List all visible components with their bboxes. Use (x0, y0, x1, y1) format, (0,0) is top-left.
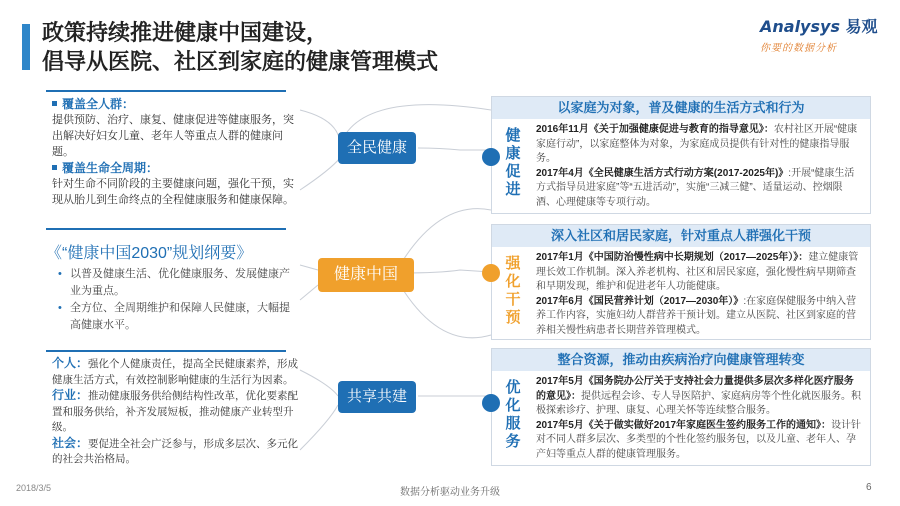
personal-heading: 个人： (52, 356, 89, 370)
plan-item: • 以普及健康生活、优化健康服务、发展健康产业为重点。 (58, 266, 298, 300)
coverage-people-text: 提供预防、治疗、康复、健康促进等健康服务，突出解决好妇女儿童、老年人等重点人群的健康问题。 (52, 114, 294, 158)
panel-body (536, 375, 862, 462)
co-build-block (52, 356, 302, 468)
society-text: 要促进全社会广泛参与，形成多层次、多元化的社会共治格局。 (52, 437, 299, 465)
panel-dot-icon (482, 148, 500, 166)
panel-vertical-label: 健康促进 (505, 127, 521, 198)
connector-line (300, 265, 318, 270)
plan-list (58, 266, 298, 334)
panel-dot-icon (482, 264, 500, 282)
industry-item (52, 388, 302, 436)
personal-item (52, 356, 302, 388)
section-divider (46, 350, 286, 352)
policy-item: 2017年5月《关于做实做好2017年家庭医生签约服务工作的通知》：设计针对不同人群多层次、多类型的个性化签约服务包，以及儿童、老年人、孕产妇等重点人群的健康管理服务。 (536, 419, 862, 460)
pill-co-build: 共享共建 (338, 381, 416, 413)
connector-line (300, 405, 338, 450)
panel-vertical-label: 优化服务 (505, 379, 521, 450)
section-divider (46, 90, 286, 92)
coverage-block (52, 96, 302, 208)
policy-item: 2016年11月《关于加强健康促进与教育的指导意见》：农村社区开展“健康家庭行动”，以家庭整体为对象，为家庭成员提供有针对性的健康指导服务。 (536, 124, 858, 164)
connector-line (400, 285, 491, 338)
coverage-life-text: 针对生命不同阶段的主要健康问题，强化干预，实现从胎儿到生命终点的全程健康服务和健康保障。 (52, 178, 294, 206)
connector-line (418, 148, 491, 150)
policy-item: 2017年6月《国民营养计划（2017—2030年）》:在家庭保健服务中纳入营养工作内容，实施妇幼人群营养干预计划。建立从医院、社区到家庭的营养相关慢性病患者长期营养管理模式。 (536, 295, 857, 336)
connector-line (300, 370, 338, 396)
panel-vertical-label: 强化干预 (505, 255, 521, 326)
logo-slogan: 你要的数据分析 (760, 43, 837, 54)
pill-national-health: 全民健康 (338, 132, 416, 164)
connector-line (300, 285, 318, 300)
connector-line (300, 110, 340, 145)
bullet-square-icon (52, 101, 57, 106)
coverage-people-heading: 覆盖全人群： (52, 96, 302, 112)
logo-brand-en: Analysys (760, 17, 840, 36)
industry-heading: 行业： (52, 388, 89, 402)
panel-body (536, 123, 862, 210)
policy-item: 2017年5月《国务院办公厅关于支持社会力量提供多层次多样化医疗服务的意见》：提供远程会诊、专人导医陪护、家庭病房等个性化就医服务。积极探索诊疗、护理、康复、心理关怀等连续整合服务。 (536, 376, 861, 416)
personal-text: 强化个人健康责任，提高全民健康素养，形成健康生活方式，有效控制影响健康的生活行为因素。 (52, 358, 299, 386)
panel-intervention (491, 224, 871, 340)
connector-line (400, 209, 491, 265)
plan-title: 《“健康中国2030”规划纲要》 (46, 245, 253, 262)
coverage-life-heading: 覆盖生命全周期： (52, 160, 302, 176)
policy-item: 2017年4月《全民健康生活方式行动方案(2017-2025年)》:开展“健康生活方式指导员进家庭”等“五进活动”，实施“三减三健”、适量运动、控烟限酒、心理健康等专项行动。 (536, 167, 855, 208)
footer-slogan: 数据分析驱动业务升级 (400, 487, 500, 498)
panel-dot-icon (482, 394, 500, 412)
panel-heading: 深入社区和居民家庭，针对重点人群强化干预 (492, 225, 870, 247)
page-title-line2: 倡导从医院、社区到家庭的健康管理模式 (42, 49, 439, 74)
footer-date: 2018/3/5 (16, 483, 52, 493)
connector-line (300, 158, 340, 190)
page-title-line1: 政策持续推进健康中国建设， (42, 20, 329, 45)
bullet-square-icon (52, 165, 57, 170)
society-item (52, 436, 302, 468)
society-heading: 社会： (52, 435, 89, 450)
industry-text: 推动健康服务供给侧结构性改革，优化要素配置和服务供给，补齐发展短板，推动健康产业转型升级。 (52, 390, 299, 433)
policy-item: 2017年1月《中国防治慢性病中长期规划（2017—2025年）》：建立健康管理长效工作机制。深入养老机构、社区和居民家庭，强化慢性病早期筛查和早期发现，维护和促进老年人功能健康。 (536, 252, 859, 292)
panel-optimize-service (491, 348, 871, 466)
plan-item: • 全方位、全周期维护和保障人民健康，大幅提高健康水平。 (58, 300, 298, 334)
panel-health-promotion (491, 96, 871, 214)
panel-body (536, 251, 862, 338)
panel-heading: 以家庭为对象，普及健康的生活方式和行为 (492, 97, 870, 119)
page-number: 6 (866, 482, 872, 493)
panel-heading: 整合资源，推动由疾病治疗向健康管理转变 (492, 349, 870, 371)
logo-brand-cn: 易观 (845, 17, 878, 36)
pill-healthy-china: 健康中国 (318, 258, 414, 292)
section-divider (46, 228, 286, 230)
